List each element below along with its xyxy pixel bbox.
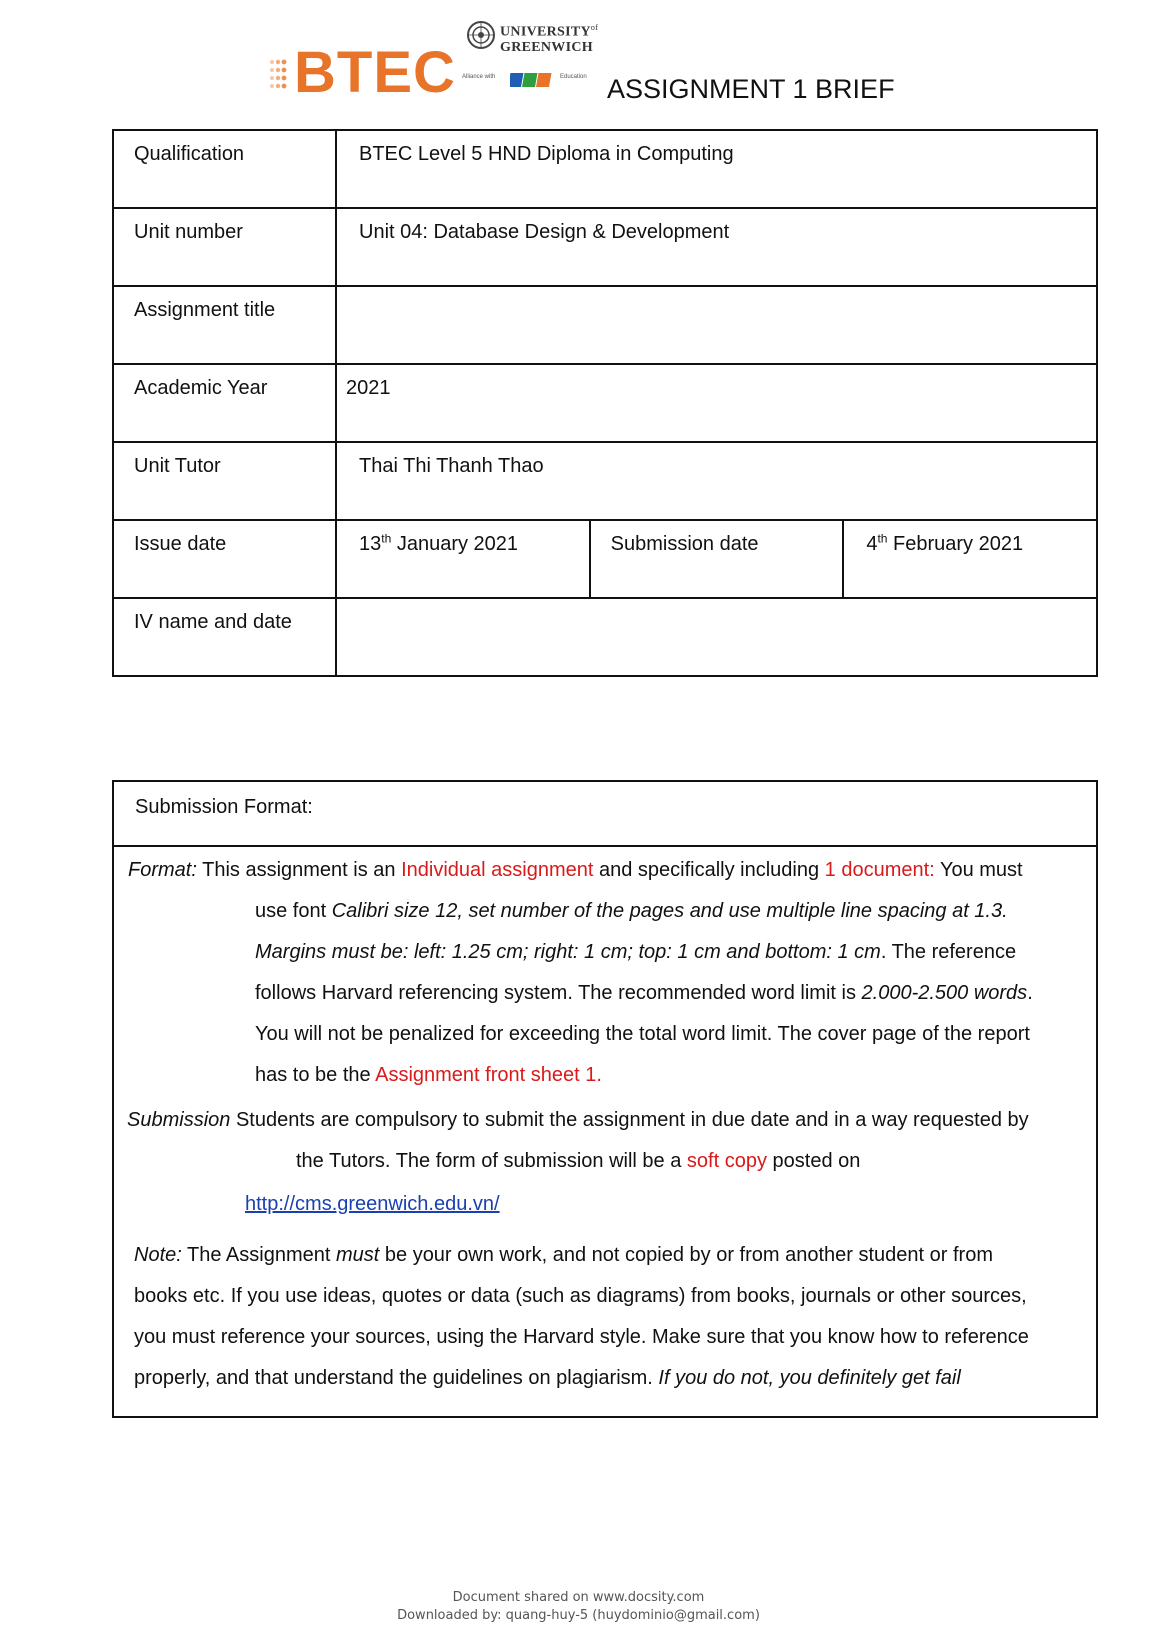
btec-wordmark: BTEC — [294, 40, 456, 105]
cms-link[interactable]: http://cms.greenwich.edu.vn/ — [245, 1193, 500, 1215]
submission-text: the Tutors. The form of submission will be a — [296, 1150, 687, 1172]
qualification-label: Qualification — [113, 130, 336, 208]
btec-logo — [268, 40, 458, 106]
note-text: properly, and that understand the guidelines on plagiarism. — [134, 1367, 659, 1389]
footer-shared-line: Document shared on www.docsity.com — [452, 1590, 705, 1605]
submission-date-suffix: th — [877, 531, 888, 546]
table-row — [113, 598, 1097, 676]
submission-text: Students are compulsory to submit the assignment in due date and in a way requested by — [230, 1109, 1029, 1131]
format-line-6 — [255, 1055, 602, 1096]
format-text: This assignment is an — [196, 859, 402, 881]
uog-line1: UNIVERSITY — [500, 24, 591, 40]
note-text: The Assignment — [181, 1244, 336, 1266]
issue-date-day: 13 — [359, 533, 382, 555]
format-text: and specifically including — [593, 859, 825, 881]
qualification-value: BTEC Level 5 HND Diploma in Computing — [336, 130, 1097, 208]
submission-date-value — [843, 520, 1097, 598]
uog-of: of — [590, 23, 599, 32]
header — [0, 0, 1157, 120]
submission-text: posted on — [766, 1150, 861, 1172]
issue-date-label: Issue date — [113, 520, 336, 598]
note-line-1 — [134, 1235, 993, 1276]
format-text: You must — [934, 859, 1023, 881]
word-limit: 2.000-2.500 words — [861, 982, 1028, 1004]
assignment-info-table — [112, 129, 1098, 677]
table-row — [113, 130, 1097, 208]
table-row — [113, 286, 1097, 364]
academic-year-label: Academic Year — [113, 364, 336, 442]
education-text: Education — [560, 74, 587, 80]
format-line-2 — [255, 891, 1008, 932]
one-document-text: 1 document: — [824, 859, 935, 881]
format-line-3 — [255, 932, 1016, 973]
submission-format-heading: Submission Format: — [135, 796, 313, 818]
table-row — [113, 442, 1097, 520]
greenwich-wordmark — [500, 20, 598, 55]
submission-line-1 — [127, 1100, 1029, 1141]
uog-line2: GREENWICH — [500, 39, 593, 55]
format-text: . The reference — [880, 941, 1017, 963]
format-text: use font — [255, 900, 332, 922]
submission-line-2 — [296, 1141, 860, 1182]
submission-date-label: Submission date — [590, 520, 844, 598]
format-line-5: You will not be penalized for exceeding the total word limit. The cover page of the report — [255, 1023, 1030, 1045]
submission-format-header — [114, 782, 1096, 847]
font-instructions: Calibri size 12, set number of the pages and use multiple line spacing at 1.3. — [331, 900, 1008, 922]
iv-name-label: IV name and date — [113, 598, 336, 676]
academic-year-value: 2021 — [336, 364, 1097, 442]
assignment-title-value — [336, 286, 1097, 364]
submission-date-rest: February 2021 — [887, 533, 1024, 555]
note-emphasis: must — [335, 1244, 380, 1266]
note-text: be your own work, and not copied by or from another student or from — [379, 1244, 993, 1266]
format-text: follows Harvard referencing system. The recommended word limit is — [255, 982, 862, 1004]
issue-date-rest: January 2021 — [391, 533, 519, 555]
table-row — [113, 520, 1097, 598]
greenwich-seal-icon — [466, 20, 496, 50]
university-of-greenwich-logo — [466, 18, 606, 58]
format-text: has to be the — [255, 1064, 376, 1086]
note-warning: If you do not, you definitely get fail — [658, 1367, 961, 1389]
issue-date-suffix: th — [381, 531, 392, 546]
format-line-4 — [255, 973, 1033, 1014]
submission-label: Submission — [127, 1109, 231, 1131]
format-text: . — [1027, 982, 1033, 1004]
format-label: Format: — [128, 859, 197, 881]
soft-copy-text: soft copy — [686, 1150, 767, 1172]
footer-downloaded-line: Downloaded by: quang-huy-5 (huydominio@gmail.com) — [397, 1608, 760, 1623]
unit-tutor-label: Unit Tutor — [113, 442, 336, 520]
fpt-logo-icon — [510, 70, 554, 90]
format-line-1 — [128, 850, 1023, 891]
table-row — [113, 364, 1097, 442]
unit-tutor-value: Thai Thi Thanh Thao — [336, 442, 1097, 520]
note-line-2: books etc. If you use ideas, quotes or data (such as diagrams) from books, journals or other sources, — [134, 1285, 1027, 1307]
submission-link-line — [245, 1184, 500, 1225]
note-line-3: you must reference your sources, using the Harvard style. Make sure that you know how to reference — [134, 1326, 1029, 1348]
unit-number-value: Unit 04: Database Design & Development — [336, 208, 1097, 286]
iv-name-value — [336, 598, 1097, 676]
individual-assignment-text: Individual assignment — [401, 859, 594, 881]
note-label: Note: — [134, 1244, 182, 1266]
unit-number-label: Unit number — [113, 208, 336, 286]
issue-date-value — [336, 520, 590, 598]
assignment-title-heading: ASSIGNMENT 1 BRIEF — [607, 74, 895, 104]
note-line-4 — [134, 1358, 961, 1399]
alliance-text: Alliance with — [462, 74, 496, 80]
assignment-title-label: Assignment title — [113, 286, 336, 364]
table-row — [113, 208, 1097, 286]
fpt-alliance-logo — [462, 70, 602, 90]
front-sheet-text: Assignment front sheet 1. — [375, 1064, 602, 1086]
submission-date-day: 4 — [866, 533, 878, 555]
submission-format-box — [112, 780, 1098, 1418]
margin-instructions: Margins must be: left: 1.25 cm; right: 1 cm; top: 1 cm and bottom: 1 cm — [255, 941, 881, 963]
